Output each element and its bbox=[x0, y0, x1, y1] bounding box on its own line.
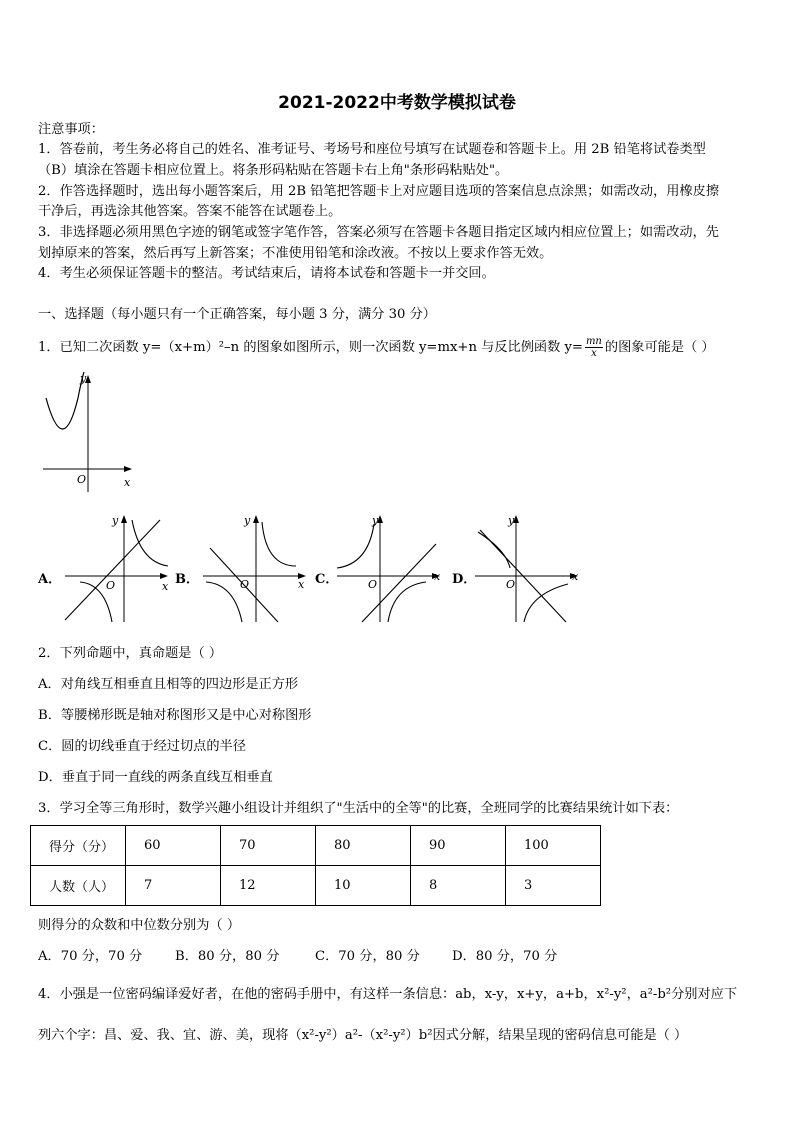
table-cell: 80 bbox=[316, 826, 411, 866]
score-table bbox=[30, 825, 601, 906]
linear-line bbox=[65, 520, 160, 620]
hyperbola-branch bbox=[262, 522, 296, 566]
notice-heading: 注意事项： bbox=[38, 122, 104, 137]
q1-option-a-label[interactable]: A． bbox=[38, 572, 62, 587]
q2-option-b[interactable]: B．等腰梯形既是轴对称图形又是中心对称图形 bbox=[38, 708, 312, 723]
origin-label: O bbox=[106, 579, 116, 592]
q3-option-b[interactable]: B．80 分，80 分 bbox=[175, 949, 280, 964]
q1-option-d-label[interactable]: D． bbox=[452, 572, 477, 587]
table-cell: 70 bbox=[221, 826, 316, 866]
y-axis-arrow bbox=[253, 515, 259, 523]
question-2-stem: 2．下列命题中，真命题是（ ） bbox=[38, 646, 223, 661]
y-label: y bbox=[372, 514, 379, 527]
table-cell: 得分（分） bbox=[31, 826, 126, 866]
q3-option-c[interactable]: C．70 分，80 分 bbox=[315, 949, 420, 964]
notice-line: （B）填涂在答题卡相应位置上。将条形码粘贴在答题卡右上角"条形码粘贴处"。 bbox=[38, 163, 509, 178]
y-label: y bbox=[244, 514, 251, 527]
table-cell: 60 bbox=[126, 826, 221, 866]
q1-frac-num: mn bbox=[585, 336, 602, 347]
q3-question: 则得分的众数和中位数分别为（ ） bbox=[38, 918, 241, 933]
q1-option-b-label[interactable]: B． bbox=[175, 572, 199, 587]
y-label: y bbox=[508, 514, 515, 527]
q2-option-a[interactable]: A．对角线互相垂直且相等的四边形是正方形 bbox=[38, 677, 299, 692]
table-cell: 8 bbox=[411, 866, 506, 906]
table-cell: 3 bbox=[506, 866, 601, 906]
question-1-stem bbox=[38, 336, 715, 359]
question-4-line2: 列六个字：昌、爱、我、宜、游、美，现将（x²-y²）a²-（x²-y²）b²因式分解，结果呈现的密码信息可能是（ ） bbox=[38, 1028, 688, 1043]
q3-option-d[interactable]: D．80 分，70 分 bbox=[452, 949, 558, 964]
q2-option-d[interactable]: D．垂直于同一直线的两条直线互相垂直 bbox=[38, 770, 273, 785]
q1-parabola-graph bbox=[38, 370, 138, 495]
table-cell: 100 bbox=[506, 826, 601, 866]
page-title: 2021-2022中考数学模拟试卷 bbox=[278, 93, 516, 113]
y-axis-arrow bbox=[121, 515, 127, 523]
x-axis-arrow bbox=[124, 466, 132, 472]
table-row bbox=[31, 826, 601, 866]
hyperbola-branch bbox=[478, 532, 510, 568]
origin-label: O bbox=[506, 578, 516, 591]
q1-option-d-graph[interactable] bbox=[470, 510, 585, 625]
x-label: x bbox=[434, 570, 441, 583]
hyperbola-branch bbox=[206, 582, 242, 622]
question-3-stem: 3．学习全等三角形时，数学兴趣小组设计并组织了"生活中的全等"的比赛，全班同学的比赛结果统计如下表： bbox=[38, 801, 679, 816]
x-axis-arrow bbox=[160, 573, 168, 579]
q1-text-before: 1．已知二次函数 y=（x+m）²–n 的图象如图所示，则一次函数 y=mx+n 与反比例函数 y= bbox=[38, 340, 583, 355]
x-label: x bbox=[124, 476, 131, 489]
notice-line: 2．作答选择题时，选出每小题答案后，用 2B 铅笔把答题卡上对应题目选项的答案信息点涂黑；如需改动，用橡皮擦 bbox=[38, 184, 720, 199]
origin-label: O bbox=[77, 473, 87, 486]
notice-line: 划掉原来的答案，然后再写上新答案；不准使用铅笔和涂改液。不按以上要求作答无效。 bbox=[38, 246, 553, 261]
q1-text-after: 的图象可能是（ ） bbox=[604, 340, 715, 355]
notice-line: 3．非选择题必须用黑色字迹的钢笔或签字笔作答，答案必须写在答题卡各题目指定区域内相应位置上；如需改动，先 bbox=[38, 225, 719, 240]
table-cell: 12 bbox=[221, 866, 316, 906]
table-row bbox=[31, 866, 601, 906]
table-cell: 90 bbox=[411, 826, 506, 866]
question-4-line1: 4．小强是一位密码编译爱好者，在他的密码手册中，有这样一条信息：ab，x-y，x+y，a+b，x²-y²，a²-b²分别对应下 bbox=[38, 987, 738, 1002]
q1-frac-den: x bbox=[591, 348, 597, 359]
q1-option-b-graph[interactable] bbox=[198, 510, 313, 625]
q1-option-c-graph[interactable] bbox=[332, 510, 447, 625]
table-cell: 7 bbox=[126, 866, 221, 906]
q1-option-a-graph[interactable] bbox=[60, 510, 175, 625]
x-label: x bbox=[572, 570, 579, 583]
table-cell: 人数（人） bbox=[31, 866, 126, 906]
y-label: y bbox=[112, 514, 119, 527]
notice-line: 4．考生必须保证答题卡的整洁。考试结束后，请将本试卷和答题卡一并交回。 bbox=[38, 266, 495, 281]
q3-option-a[interactable]: A．70 分，70 分 bbox=[38, 949, 143, 964]
q2-option-c[interactable]: C．圆的切线垂直于经过切点的半径 bbox=[38, 739, 246, 754]
x-label: x bbox=[162, 580, 169, 593]
parabola-curve bbox=[46, 372, 84, 429]
notice-line: 1．答卷前，考生务必将自己的姓名、准考证号、考场号和座位号填写在试题卷和答题卡上。用 2B 铅笔将试卷类型 bbox=[38, 142, 706, 157]
origin-label: O bbox=[240, 578, 250, 591]
x-label: x bbox=[298, 578, 305, 591]
notice-line: 干净后，再选涂其他答案。答案不能答在试题卷上。 bbox=[38, 204, 342, 219]
section-heading: 一、选择题（每小题只有一个正确答案，每小题 3 分，满分 30 分） bbox=[38, 307, 436, 322]
table-cell: 10 bbox=[316, 866, 411, 906]
q1-option-c-label[interactable]: C． bbox=[315, 572, 339, 587]
q1-fraction bbox=[585, 336, 603, 359]
y-label: y bbox=[80, 372, 87, 385]
origin-label: O bbox=[368, 578, 378, 591]
hyperbola-branch bbox=[337, 524, 374, 568]
